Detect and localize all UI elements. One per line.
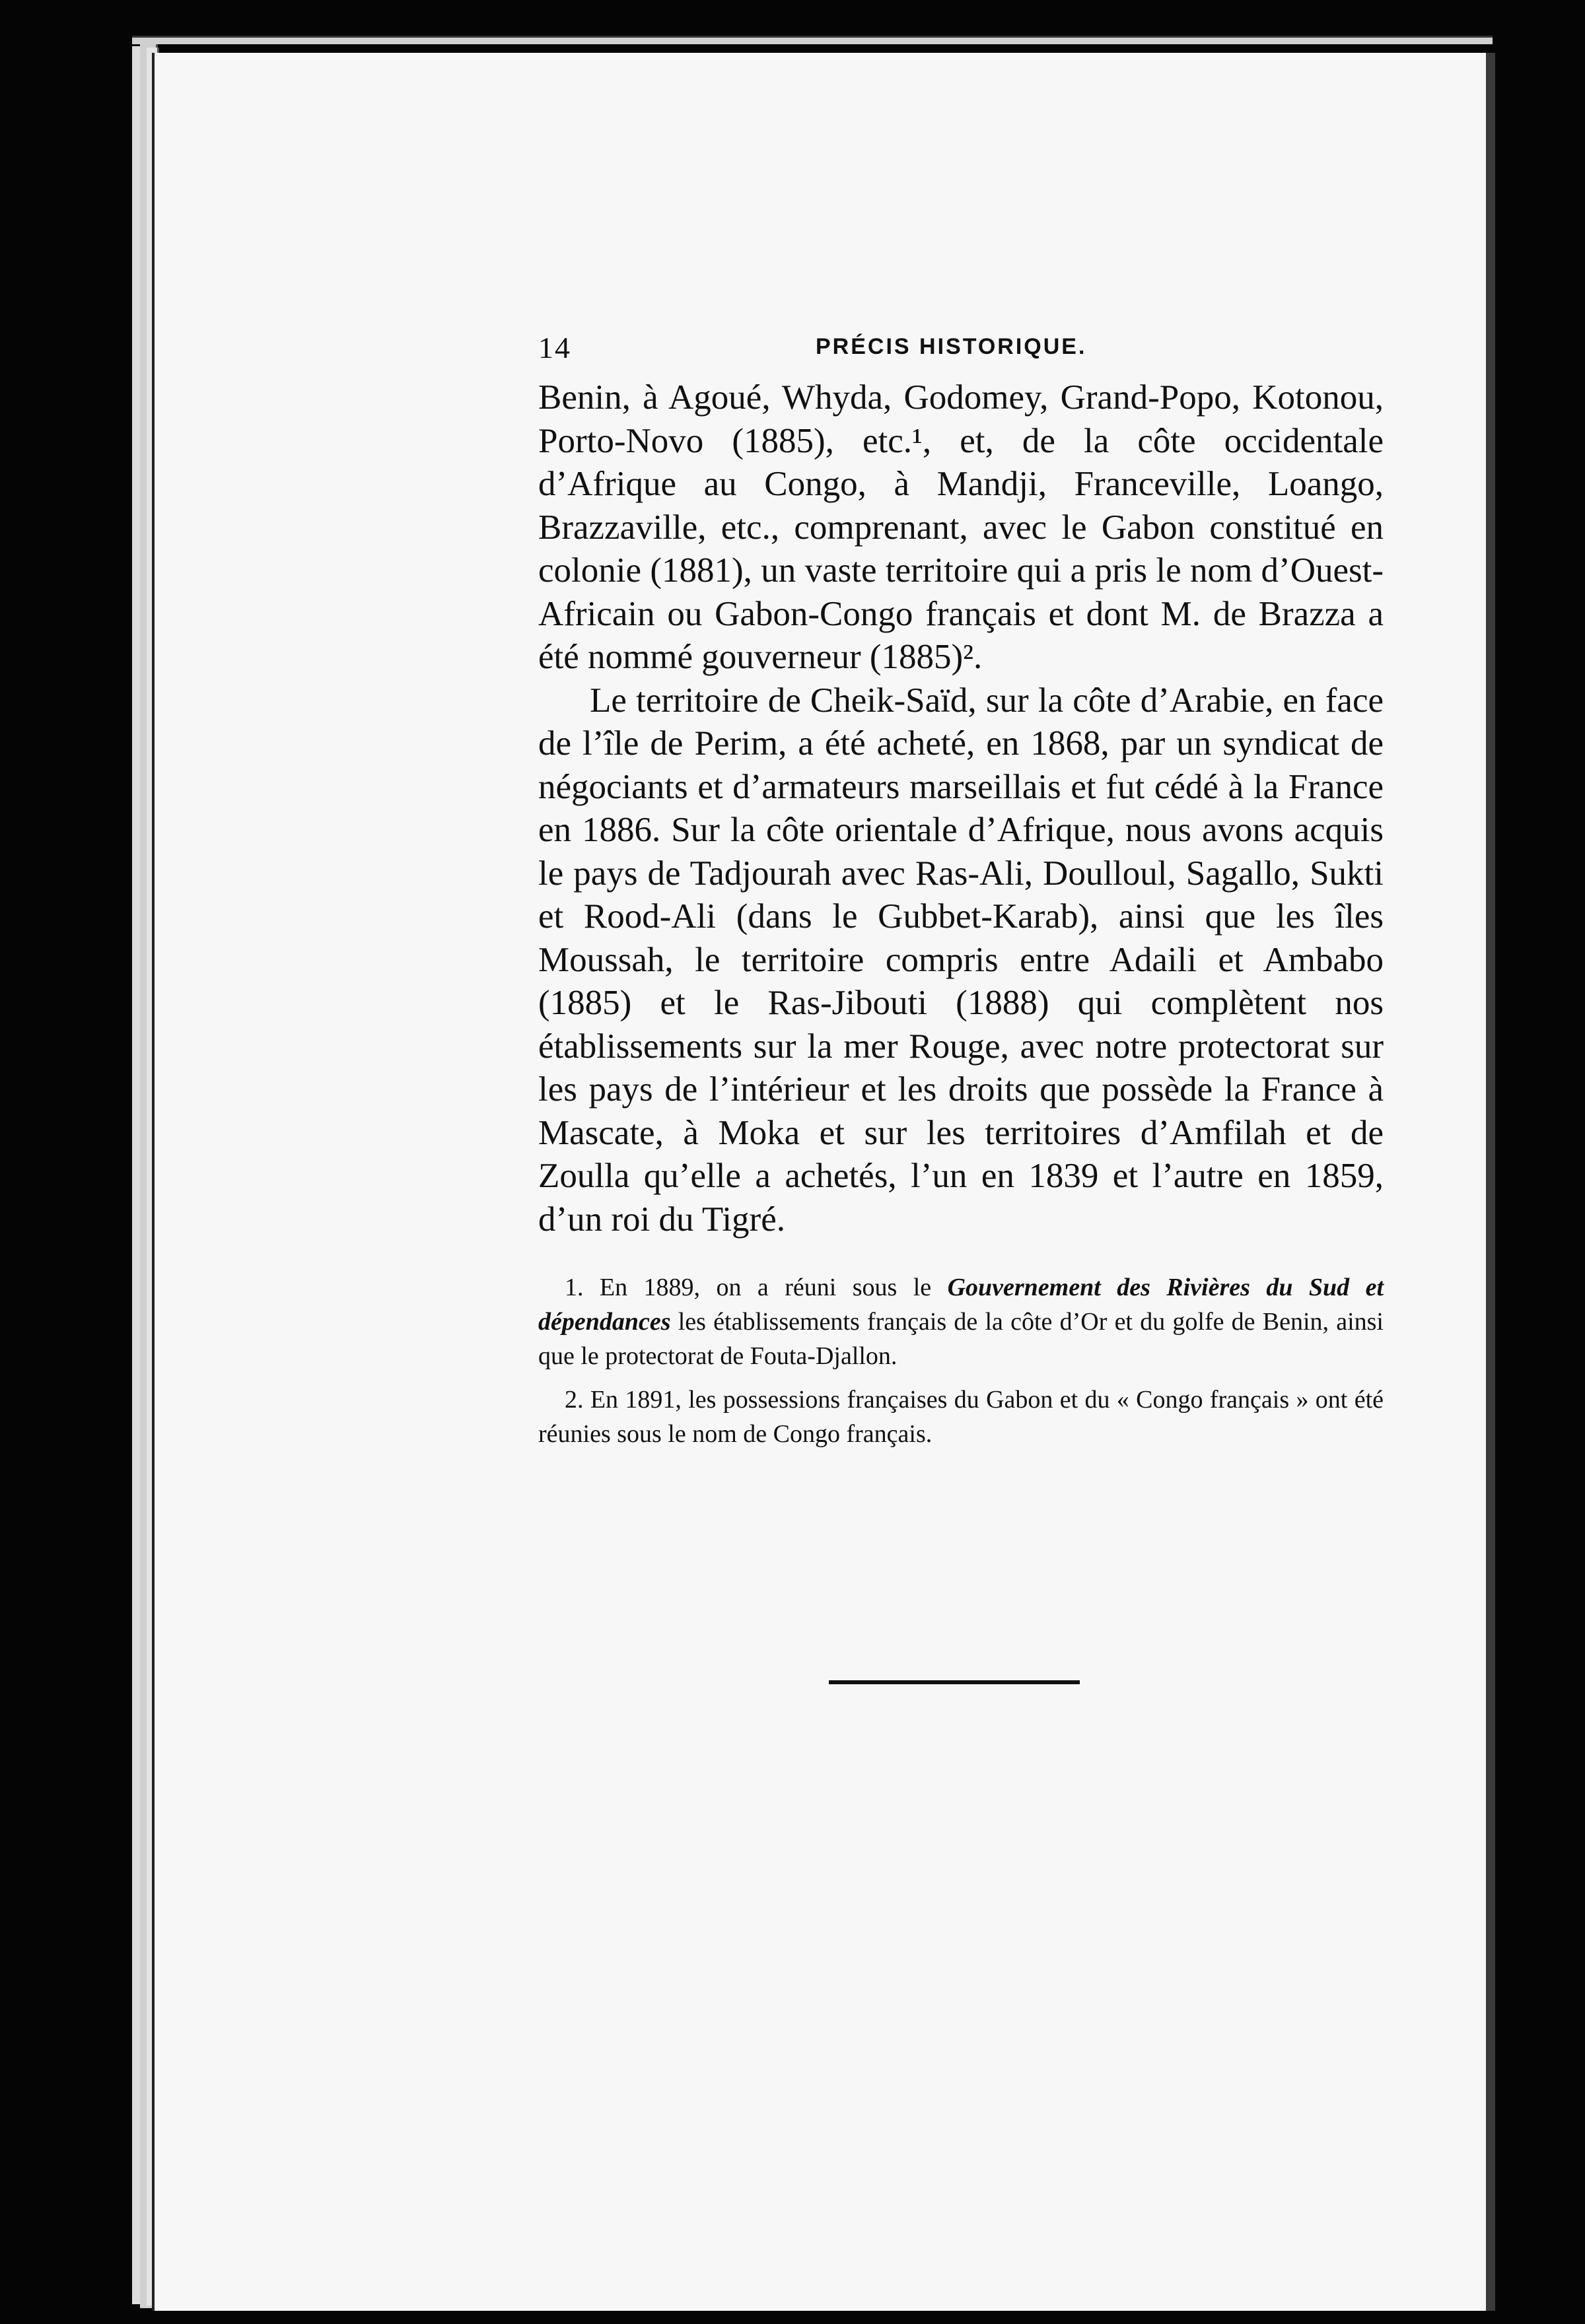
footnote-1-lead: 1. En 1889, on a réuni sous le [565, 1274, 948, 1301]
end-rule [829, 1680, 1080, 1684]
page-number: 14 [538, 331, 571, 364]
footnote-2: 2. En 1891, les possessions françaises du Gabon et du « Congo français » ont été réunies sous le nom de Congo français. [538, 1386, 1384, 1448]
body-paragraph-2: Le territoire de Cheik-Saïd, sur la côte d’Arabie, en face de l’île de Perim, a été acheté, en 1868, par un syndicat de négociants et d’armateurs marseillais et fut cédé à la France en 1886. Sur la côte orientale d’Afrique, nous avons acquis le pays de Tadjourah avec Ras-Ali, Doulloul, Sagallo, Sukti et Rood-Ali (dans le Gubbet-Karab), ainsi que les îles Moussah, le territoire compris entre Adaili et Ambabo (1885) et le Ras-Jibouti (1888) qui complètent nos établissements sur la mer Rouge, avec notre protectorat sur les pays de l’intérieur et les droits que possède la France à Mascate, à Moka et sur les territoires d’Amfilah et de Zoulla qu’elle a achetés, l’un en 1839 et l’autre en 1859, d’un roi du Tigré. [538, 681, 1384, 1239]
running-title: PRÉCIS HISTORIQUE. [816, 334, 1087, 359]
running-head [538, 330, 1384, 376]
page-top-edge [132, 36, 1493, 44]
footnote-1-tail: les établissements français de la côte d’Or et du golfe de Benin, ainsi que le protectorat de Fouta-Djallon. [538, 1308, 1384, 1370]
footnote-1 [538, 1270, 1384, 1373]
page-content [538, 330, 1384, 1460]
footnotes [538, 1270, 1384, 1451]
page-right-shadow [1486, 53, 1495, 2311]
body-paragraph-1: Benin, à Agoué, Whyda, Godomey, Grand-Popo, Kotonou, Porto-Novo (1885), etc.¹, et, de la côte occidentale d’Afrique au Congo, à Mandji, Franceville, Loango, Brazzaville, etc., comprenant, avec le Gabon constitué en colonie (1881), un vaste territoire qui a pris le nom d’Ouest-Africain ou Gabon-Congo français et dont M. de Brazza a été nommé gouverneur (1885)². [538, 378, 1384, 676]
footnote-1-italic: Gouvernement des Rivières du Sud et dépendances [538, 1274, 1384, 1336]
